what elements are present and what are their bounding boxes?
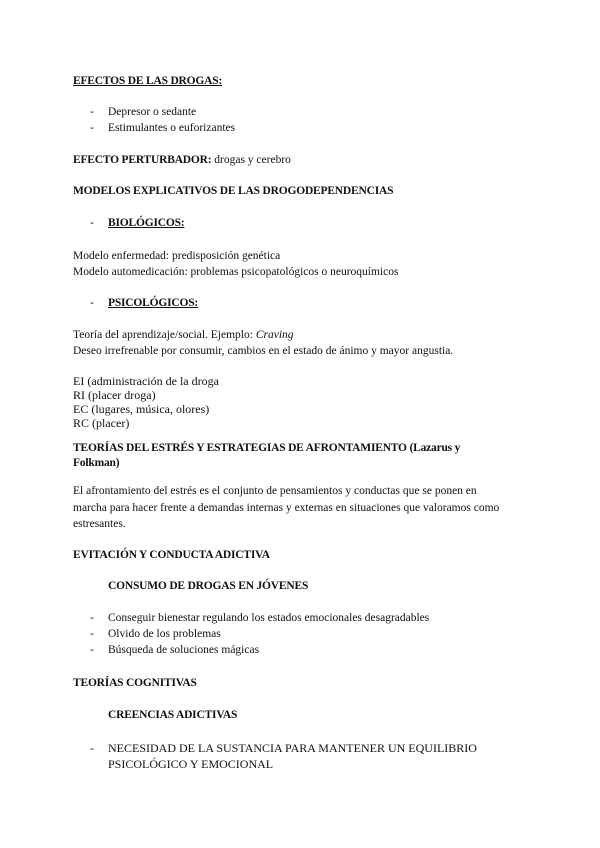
biologicos-line: Modelo automedicación: problemas psicopatológicos o neuroquímicos <box>73 266 399 278</box>
psicologicos-line-1-text: Teoría del aprendizaje/social. Ejemplo: <box>73 329 256 341</box>
cognitivas-item-text <box>108 740 508 772</box>
bullet-dash: - <box>90 644 94 656</box>
perturbador-text: drogas y cerebro <box>211 154 291 166</box>
conditioning-line: EC (lugares, música, olores) <box>73 402 210 416</box>
evitacion-item-text: Conseguir bienestar regulando los estados emocionales desagradables <box>108 612 430 624</box>
cognitivas-subheading: CREENCIAS ADICTIVAS <box>108 709 238 721</box>
estres-heading-line: Folkman) <box>73 457 120 469</box>
bullet-dash: - <box>90 106 94 118</box>
cognitivas-heading: TEORÍAS COGNITIVAS <box>73 677 197 689</box>
psicologicos-title: PSICOLÓGICOS: <box>108 297 199 309</box>
efectos-item-text: Estimulantes o euforizantes <box>108 122 236 134</box>
conditioning-line: EI (administración de la droga <box>73 374 219 388</box>
biologicos-title: BIOLÓGICOS: <box>108 217 185 229</box>
evitacion-item-text: Búsqueda de soluciones mágicas <box>108 644 260 656</box>
evitacion-item-text: Olvido de los problemas <box>108 628 221 640</box>
estres-paragraph-line: El afrontamiento del estrés es el conjunto de pensamientos y conductas que se ponen en <box>73 485 477 497</box>
bullet-dash: - <box>90 628 94 640</box>
bullet-dash: - <box>90 217 94 229</box>
estres-paragraph <box>73 483 533 533</box>
perturbador-line <box>73 153 533 168</box>
cognitivas-item-line: NECESIDAD DE LA SUSTANCIA PARA MANTENER UN EQUILIBRIO <box>108 741 477 755</box>
estres-heading-line: TEORÍAS DEL ESTRÉS Y ESTRATEGIAS DE AFRONTAMIENTO (Lazarus y <box>73 442 461 454</box>
psicologicos-line-2: Deseo irrefrenable por consumir, cambios en el estado de ánimo y mayor angustia. <box>73 345 454 357</box>
bullet-dash: - <box>90 122 94 134</box>
biologicos-line: Modelo enfermedad: predisposición genética <box>73 250 281 262</box>
cognitivas-item-line: PSICOLÓGICO Y EMOCIONAL <box>108 757 274 771</box>
estres-paragraph-line: marcha para hacer frente a demandas internas y externas en situaciones que valoramos como <box>73 501 500 514</box>
conditioning-line: RI (placer droga) <box>73 388 156 402</box>
modelos-heading: MODELOS EXPLICATIVOS DE LAS DROGODEPENDENCIAS <box>73 185 394 197</box>
bullet-dash: - <box>90 612 94 624</box>
evitacion-heading: EVITACIÓN Y CONDUCTA ADICTIVA <box>73 549 270 561</box>
estres-paragraph-line: estresantes. <box>73 518 126 530</box>
conditioning-line: RC (placer) <box>73 416 130 430</box>
bullet-dash: - <box>90 741 94 755</box>
craving-term: Craving <box>255 329 294 341</box>
bullet-dash: - <box>90 297 94 309</box>
estres-heading <box>73 441 533 471</box>
efectos-heading: EFECTOS DE LAS DROGAS: <box>73 75 223 87</box>
perturbador-label: EFECTO PERTURBADOR: <box>73 154 212 166</box>
psicologicos-line-1 <box>73 328 533 343</box>
efectos-item-text: Depresor o sedante <box>108 106 197 118</box>
evitacion-subheading: CONSUMO DE DROGAS EN JÓVENES <box>108 580 309 592</box>
